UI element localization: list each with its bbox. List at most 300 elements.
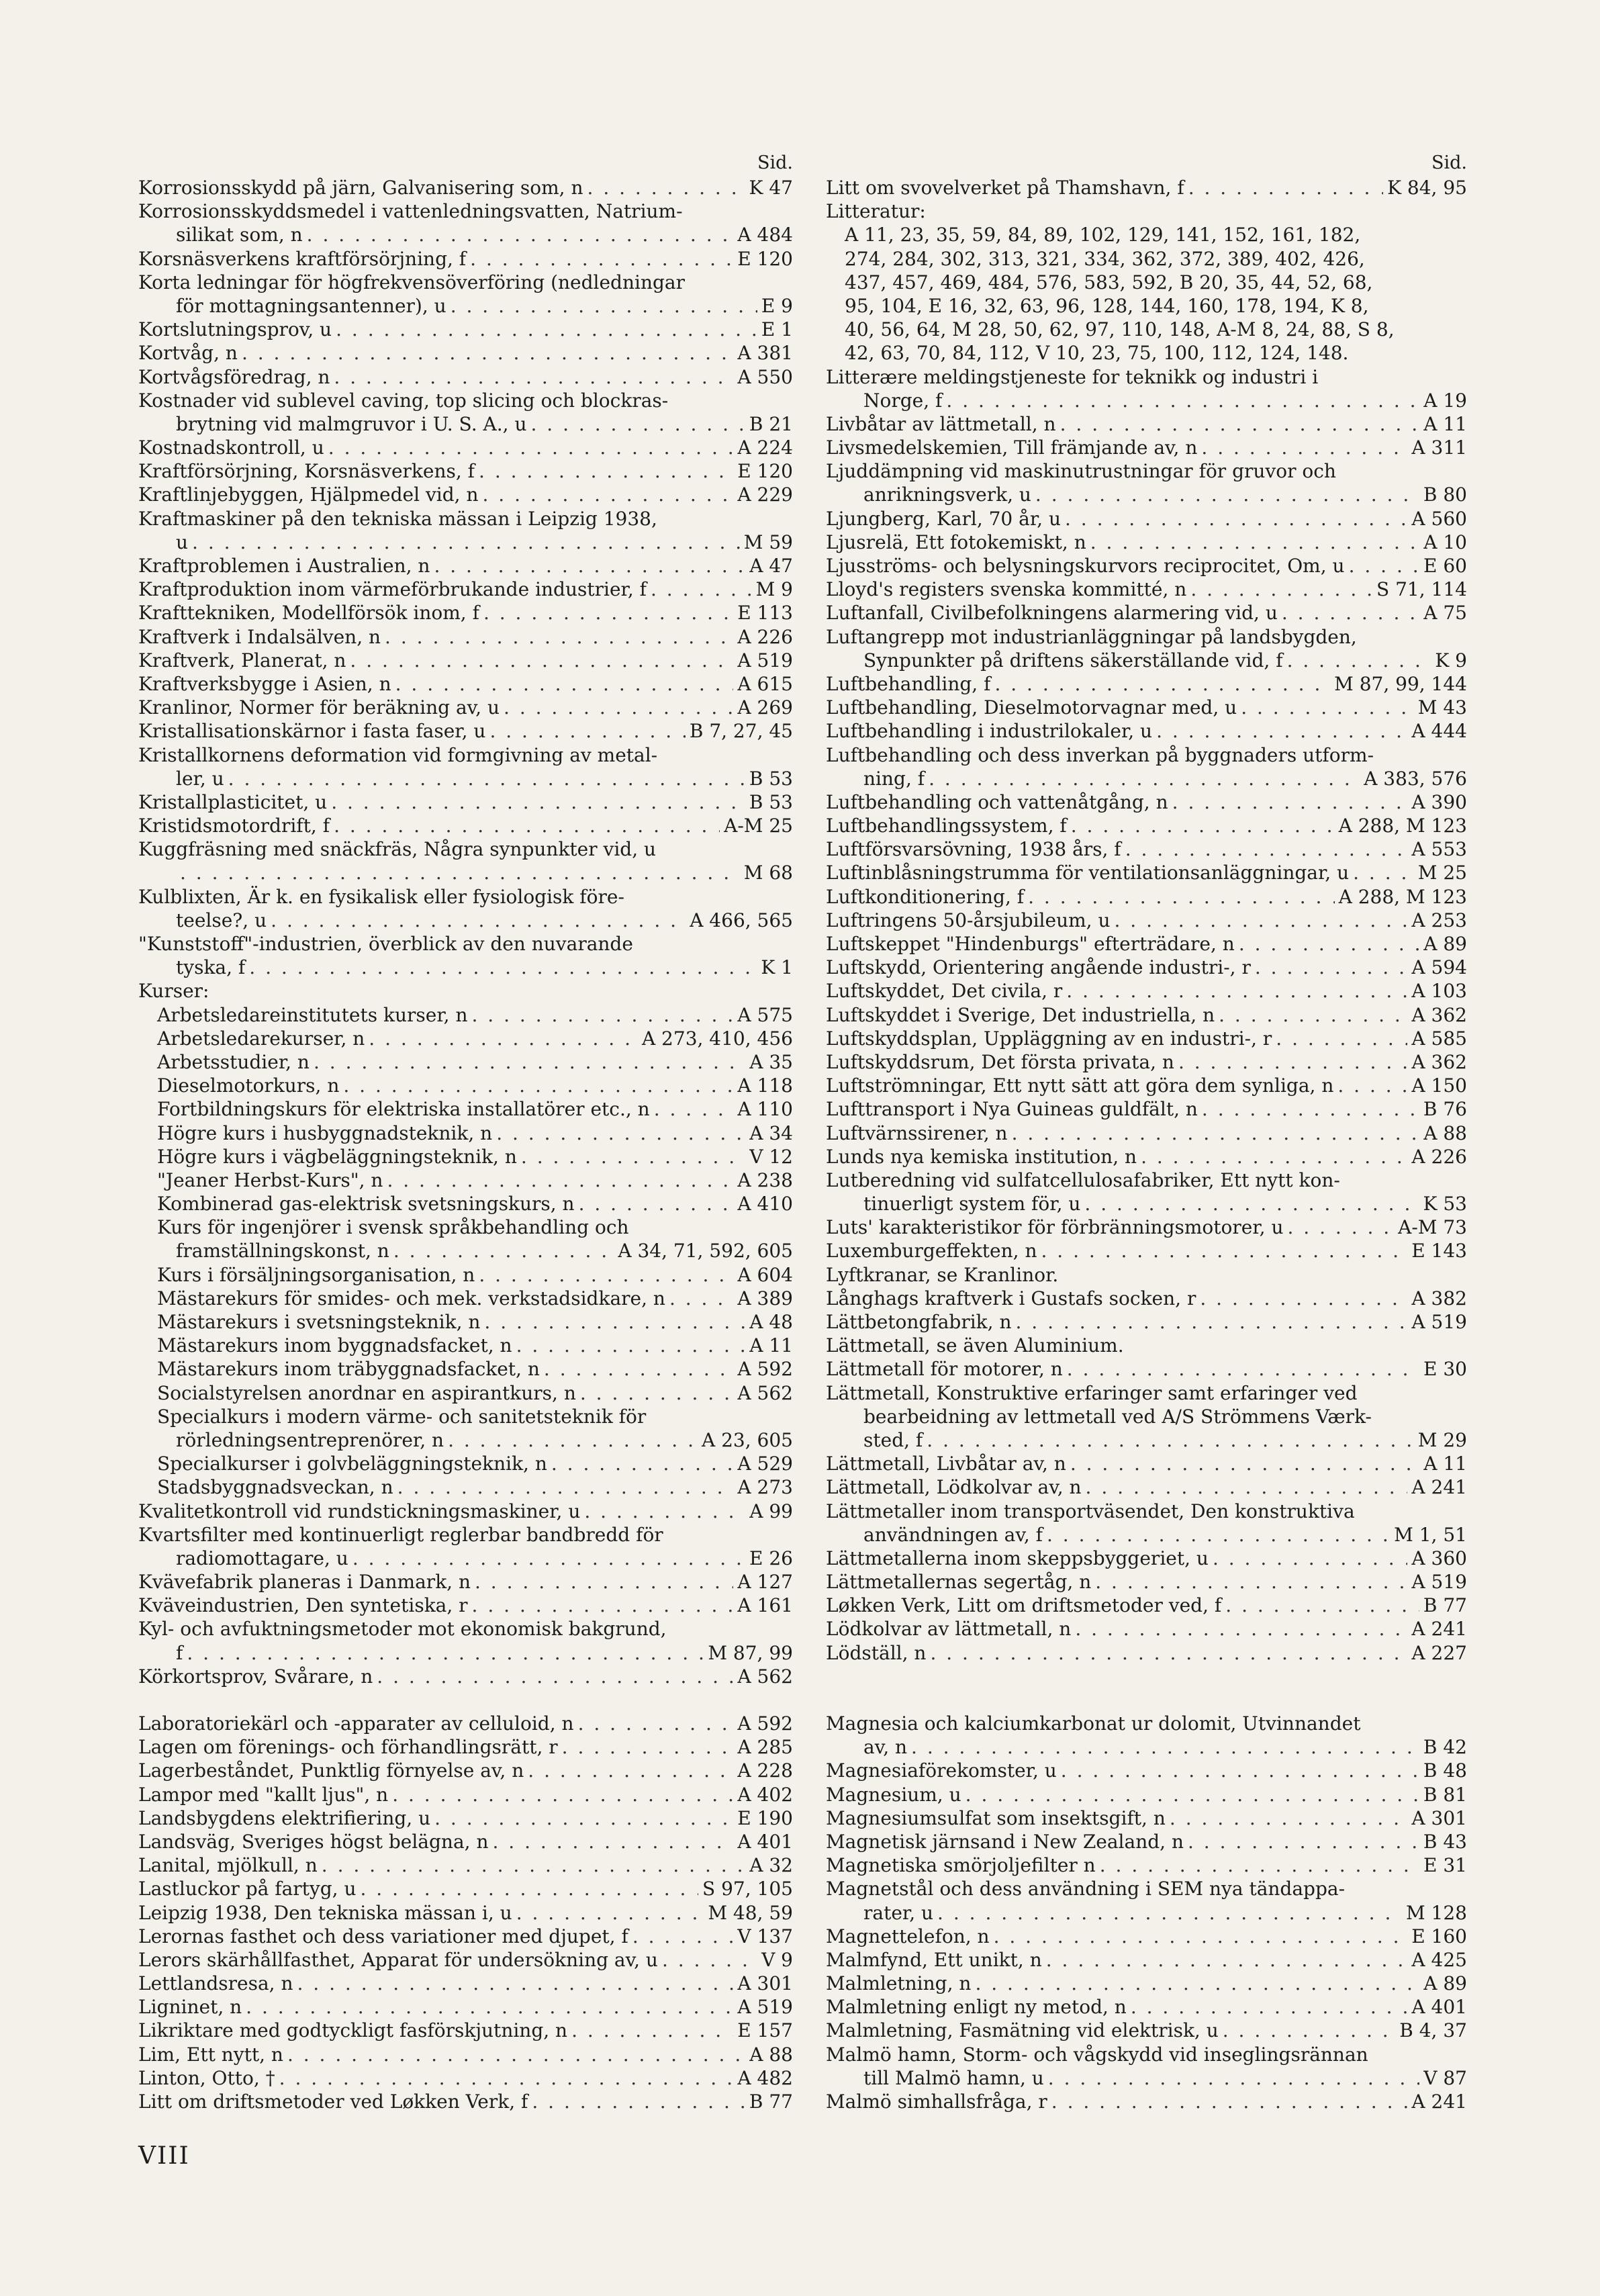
index-entry xyxy=(138,483,793,506)
index-entry xyxy=(138,1050,793,1074)
entry-text: Kväveindustrien, Den syntetiska, r xyxy=(138,1594,468,1617)
entry-text: Specialkurs i modern värme- och sanitetsteknik för xyxy=(157,1405,647,1428)
index-entry xyxy=(138,1357,793,1381)
index-entry xyxy=(826,1121,1467,1145)
page-reference: S 97, 105 xyxy=(702,1878,793,1900)
page-reference: A 228 xyxy=(737,1759,793,1782)
dot-leader xyxy=(180,861,740,884)
dot-leader xyxy=(334,814,720,837)
index-entry xyxy=(138,318,793,341)
entry-text: Krafttekniken, Modellförsök inom, f xyxy=(138,602,479,625)
entry-text: Högre kurs i vägbeläggningsteknik, n xyxy=(157,1145,517,1168)
entry-text: Lanital, mjölkull, n xyxy=(138,1854,318,1877)
dot-leader xyxy=(1282,601,1419,625)
index-entry xyxy=(138,1972,793,1995)
page-reference: E 31 xyxy=(1423,1854,1467,1877)
entry-text: brytning vid malmgruvor i U. S. A., u xyxy=(176,412,527,435)
page-reference: A 224 xyxy=(737,437,793,459)
entry-text: Lagen om förenings- och förhandlingsrätt, r xyxy=(138,1736,558,1759)
entry-text: Litt om driftsmetoder ved Løkken Verk, f xyxy=(138,2091,528,2113)
page-reference: E 113 xyxy=(737,602,793,625)
page-reference: B 77 xyxy=(749,2091,793,2113)
dot-leader xyxy=(1201,436,1407,459)
index-entry xyxy=(138,932,793,956)
page-reference: A 482 xyxy=(737,2066,793,2089)
page-reference: A 615 xyxy=(737,672,793,695)
page-reference: A 311 xyxy=(1411,437,1467,459)
dot-leader xyxy=(471,1003,733,1027)
entry-text: Lutberedning vid sulfatcellulosafabriker, Ett nytt kon- xyxy=(826,1168,1340,1191)
page-reference: A 226 xyxy=(737,625,793,648)
entry-text: Luftförsvarsövning, 1938 års, f xyxy=(826,838,1121,861)
dot-leader xyxy=(994,1925,1408,1948)
page-reference: A 360 xyxy=(1411,1547,1467,1569)
entry-text: Luftbehandling, Dieselmotorvagnar med, u xyxy=(826,696,1237,719)
entry-text: Magnesiaförekomster, u xyxy=(826,1759,1057,1782)
index-entry xyxy=(138,1215,793,1239)
index-entry xyxy=(826,743,1467,767)
index-entry xyxy=(826,1074,1467,1097)
page-reference: A 592 xyxy=(737,1358,793,1381)
index-entry xyxy=(826,909,1467,932)
dot-leader xyxy=(1065,507,1407,531)
entry-text: Kraftproblemen i Australien, n xyxy=(138,555,430,577)
dot-leader xyxy=(1353,861,1414,884)
entry-text: Arbetsledareinstitutets kurser, n xyxy=(157,1003,468,1026)
entry-text: Magnesiumsulfat som insektsgift, n xyxy=(826,1806,1166,1829)
page-reference: A 229 xyxy=(737,484,793,506)
index-entry xyxy=(138,719,793,743)
page-reference: A 594 xyxy=(1411,956,1467,979)
entry-text: 274, 284, 302, 313, 321, 334, 362, 372, 389, 402, 426, xyxy=(845,247,1365,270)
page-reference: A 273 xyxy=(737,1476,793,1499)
page-reference: B 81 xyxy=(1423,1783,1467,1806)
page-reference: A 285 xyxy=(737,1736,793,1759)
index-entry xyxy=(138,814,793,837)
index-entry xyxy=(826,1547,1467,1570)
index-entry xyxy=(826,1215,1467,1239)
entry-text: rater, u xyxy=(863,1901,934,1924)
entry-text: Lättmetall, Konstruktive erfaringer samt erfaringer ved xyxy=(826,1381,1358,1404)
dot-leader xyxy=(578,1712,734,1735)
index-entry xyxy=(826,601,1467,625)
dot-leader xyxy=(1051,2090,1408,2113)
index-entry xyxy=(138,625,793,649)
entry-text: Lloyd's registers svenska kommitté, n xyxy=(826,578,1187,601)
entry-text: Magnesia och kalciumkarbonat ur dolomit, Utvinnandet xyxy=(826,1712,1361,1735)
page-reference: A 11 xyxy=(1423,412,1467,435)
dot-leader xyxy=(1084,1192,1419,1215)
entry-text: Luts' karakteristikor för förbränningsmotorer, u xyxy=(826,1216,1284,1239)
index-entry xyxy=(138,223,793,246)
entry-text: ning, f xyxy=(863,767,925,790)
entry-text: Specialkurser i golvbeläggningsteknik, n xyxy=(157,1453,547,1475)
dot-leader xyxy=(1287,649,1431,672)
dot-leader xyxy=(1172,790,1408,814)
index-entry xyxy=(138,436,793,459)
page-reference: A 562 xyxy=(737,1665,793,1688)
page-reference: K 47 xyxy=(749,177,793,199)
index-entry xyxy=(826,790,1467,814)
page-reference: B 7, 27, 45 xyxy=(689,720,793,743)
entry-text: Lastluckor på fartyg, u xyxy=(138,1878,357,1900)
entry-text: Kraftförsörjning, Korsnäsverkens, f xyxy=(138,460,475,483)
entry-text: Lättmetall, Lödkolvar av, n xyxy=(826,1476,1082,1499)
page-reference: B 77 xyxy=(1423,1594,1467,1617)
index-entry xyxy=(138,1853,793,1877)
dot-leader xyxy=(946,389,1419,412)
dot-leader xyxy=(249,956,757,979)
dot-leader xyxy=(1156,719,1407,743)
dot-leader xyxy=(1035,483,1419,506)
index-entry xyxy=(138,767,793,790)
page-reference: B 21 xyxy=(749,412,793,435)
page-reference: M 9 xyxy=(755,578,793,601)
entry-text: Kvartsfilter med kontinuerligt reglerbar bandbredd för xyxy=(138,1523,663,1546)
page-reference: A 381 xyxy=(737,342,793,365)
index-entry xyxy=(138,1239,793,1262)
entry-text: Kraftverk, Planerat, n xyxy=(138,649,346,672)
index-entry xyxy=(138,341,793,365)
entry-text: Ligninet, n xyxy=(138,1996,242,2019)
dot-leader xyxy=(343,1074,733,1097)
page-reference: A 390 xyxy=(1411,790,1467,813)
entry-text: Högre kurs i husbyggnadsteknik, n xyxy=(157,1121,493,1144)
entry-text: teelse?, u xyxy=(176,909,267,931)
dot-leader xyxy=(1188,176,1383,199)
dot-leader xyxy=(479,1263,733,1287)
page-reference: A 89 xyxy=(1423,1972,1467,1995)
page-reference: V 12 xyxy=(749,1145,793,1168)
index-entry xyxy=(826,2019,1467,2042)
dot-leader xyxy=(1095,1570,1407,1594)
index-entry xyxy=(138,1074,793,1097)
index-entry xyxy=(138,2019,793,2042)
index-entry xyxy=(138,1097,793,1121)
entry-text: Lättbetongfabrik, n xyxy=(826,1311,1012,1333)
index-entry xyxy=(826,979,1467,1003)
index-entry xyxy=(826,1192,1467,1215)
index-entry xyxy=(138,365,793,389)
dot-leader xyxy=(662,1948,757,1972)
page-reference: A 519 xyxy=(1411,1571,1467,1594)
page-reference: A 389 xyxy=(737,1287,793,1310)
dot-leader xyxy=(314,1050,745,1074)
index-entry xyxy=(138,459,793,483)
index-entry xyxy=(138,601,793,625)
dot-leader xyxy=(994,672,1330,696)
entry-text: Litt om svovelverket på Thamshavn, f xyxy=(826,177,1184,199)
entry-text: Kristallisationskärnor i fasta faser, u xyxy=(138,720,486,743)
index-entry xyxy=(826,1500,1467,1523)
index-entry xyxy=(138,1405,793,1428)
page-reference: A 575 xyxy=(737,1003,793,1026)
index-entry xyxy=(138,1759,793,1782)
dot-leader xyxy=(1200,1287,1407,1310)
index-entry xyxy=(138,1121,793,1145)
dot-leader xyxy=(587,176,745,199)
index-entry xyxy=(138,1806,793,1830)
index-entry xyxy=(138,1428,793,1452)
page-reference: A 560 xyxy=(1411,507,1467,530)
page-reference: A 99 xyxy=(749,1500,793,1522)
entry-text: Luftbehandling och vattenåtgång, n xyxy=(826,790,1168,813)
dot-leader xyxy=(1041,1239,1408,1262)
sid-header-right: Sid. xyxy=(1431,152,1467,173)
dot-leader xyxy=(482,483,733,506)
dot-leader xyxy=(470,247,733,271)
index-entry xyxy=(138,1877,793,1900)
entry-text: Kurs i försäljningsorganisation, n xyxy=(157,1263,475,1286)
dot-leader xyxy=(1202,1097,1419,1121)
entry-text: Kortvågsföredrag, n xyxy=(138,365,330,388)
entry-text: ler, u xyxy=(176,767,224,790)
index-entry xyxy=(138,1334,793,1357)
index-entry xyxy=(826,436,1467,459)
dot-leader xyxy=(328,436,734,459)
index-entry xyxy=(826,861,1467,884)
index-entry xyxy=(826,1617,1467,1641)
index-entry xyxy=(138,2090,793,2113)
page-reference: B 76 xyxy=(1423,1098,1467,1121)
entry-text: Kristallkornens deformation vid formgivning av metal- xyxy=(138,743,658,766)
index-entry xyxy=(826,1783,1467,1806)
dot-leader xyxy=(1048,2066,1419,2090)
dot-leader xyxy=(521,1145,745,1168)
index-entry xyxy=(826,1097,1467,1121)
dot-leader xyxy=(1012,1121,1420,1145)
index-entry xyxy=(826,1027,1467,1050)
entry-text: Luftskyddet, Det civila, r xyxy=(826,980,1063,1003)
entry-text: Luftringens 50-årsjubileum, u xyxy=(826,909,1111,931)
page-reference: A 585 xyxy=(1411,1027,1467,1050)
entry-text: Luftangrepp mot industrianläggningar på landsbygden, xyxy=(826,625,1357,648)
index-entry xyxy=(826,814,1467,837)
dot-leader xyxy=(369,1027,638,1050)
index-entry xyxy=(138,1783,793,1806)
index-entry xyxy=(826,696,1467,719)
index-entry xyxy=(138,1003,793,1027)
index-entry xyxy=(826,199,1467,223)
entry-text: Luftbehandling, f xyxy=(826,672,991,695)
page-reference: M 48, 59 xyxy=(708,1901,793,1924)
index-entry xyxy=(138,1735,793,1759)
index-entry xyxy=(826,1972,1467,1995)
page-reference: A 10 xyxy=(1423,531,1467,553)
dot-leader xyxy=(651,578,752,601)
dot-leader xyxy=(927,1428,1414,1452)
page-reference: A 227 xyxy=(1411,1641,1467,1664)
page-reference: A 88 xyxy=(1423,1121,1467,1144)
left-index-l xyxy=(138,1712,793,2113)
dot-leader xyxy=(352,1547,745,1570)
index-entry xyxy=(138,389,793,412)
index-entry xyxy=(138,1523,793,1547)
dot-leader xyxy=(496,1121,745,1145)
dot-leader xyxy=(966,1783,1419,1806)
index-entry xyxy=(826,1523,1467,1547)
dot-leader xyxy=(472,1594,734,1617)
page-reference: M 59 xyxy=(743,531,793,553)
page-reference: A 604 xyxy=(737,1263,793,1286)
page-reference: A 241 xyxy=(1411,1618,1467,1641)
dot-leader xyxy=(434,1806,733,1830)
entry-text: Luftinblåsningstrumma för ventilationsanläggningar, u xyxy=(826,862,1350,884)
page-reference: M 29 xyxy=(1417,1428,1467,1451)
page-reference: M 1, 51 xyxy=(1394,1523,1467,1546)
index-entry xyxy=(826,1925,1467,1948)
index-entry xyxy=(138,979,793,1003)
dot-leader xyxy=(271,909,686,932)
index-entry xyxy=(138,1287,793,1310)
dot-leader xyxy=(584,1500,745,1523)
page-reference: E 120 xyxy=(737,460,793,483)
entry-text: Lim, Ett nytt, n xyxy=(138,2043,283,2066)
page-reference: A 110 xyxy=(737,1098,793,1121)
dot-leader xyxy=(392,1783,733,1806)
entry-text: Luftvärnssirener, n xyxy=(826,1121,1008,1144)
index-entry xyxy=(826,1239,1467,1262)
dot-leader xyxy=(451,294,757,318)
entry-text: av, n xyxy=(863,1736,908,1759)
page-reference: A 34 xyxy=(749,1121,793,1144)
index-entry xyxy=(826,1145,1467,1168)
entry-text: 95, 104, E 16, 32, 63, 96, 128, 144, 160, 178, 194, K 8, xyxy=(845,294,1369,317)
entry-text: Landsväg, Sveriges högst belägna, n xyxy=(138,1830,489,1853)
index-entry xyxy=(138,294,793,318)
entry-text: Norge, f xyxy=(863,389,943,412)
page-reference: B 43 xyxy=(1423,1830,1467,1853)
entry-text: Magnesium, u xyxy=(826,1783,961,1806)
entry-text: Kraftproduktion inom värmeförbrukande industrier, f xyxy=(138,578,647,601)
entry-text: Lödkolvar av lättmetall, n xyxy=(826,1618,1072,1641)
index-entry xyxy=(826,1830,1467,1853)
entry-text: framställningskonst, n xyxy=(176,1240,389,1262)
page-reference: A 103 xyxy=(1411,980,1467,1003)
entry-text: Kraftmaskiner på den tekniska mässan i Leipzig 1938, xyxy=(138,507,657,530)
dot-leader xyxy=(322,1853,745,1877)
index-entry xyxy=(826,1334,1467,1357)
index-entry xyxy=(826,1995,1467,2019)
dot-leader xyxy=(1046,1948,1408,1972)
entry-text: Kyl- och avfuktningsmetoder mot ekonomisk bakgrund, xyxy=(138,1618,667,1641)
page-reference: A 75 xyxy=(1423,602,1467,625)
index-entry xyxy=(826,1357,1467,1381)
index-entry xyxy=(138,1995,793,2019)
entry-text: 40, 56, 64, M 28, 50, 62, 97, 110, 148, A-M 8, 24, 88, S 8, xyxy=(845,318,1395,341)
page-reference: A 562 xyxy=(737,1381,793,1404)
index-entry xyxy=(826,1877,1467,1900)
page-reference: A 127 xyxy=(737,1571,793,1594)
page-reference: A 88 xyxy=(749,2043,793,2066)
dot-leader xyxy=(246,1995,733,2019)
entry-text: Mästarekurs inom träbyggnadsfacket, n xyxy=(157,1358,540,1381)
index-entry xyxy=(826,1405,1467,1428)
index-entry xyxy=(826,956,1467,979)
page-reference: M 87, 99 xyxy=(708,1641,793,1664)
dot-leader xyxy=(1071,814,1335,837)
dot-leader xyxy=(532,2090,745,2113)
dot-leader xyxy=(1075,1617,1407,1641)
dot-leader xyxy=(242,341,733,365)
dot-leader xyxy=(397,1475,734,1499)
index-entry xyxy=(826,1475,1467,1499)
page-reference: E 190 xyxy=(737,1806,793,1829)
entry-text: Lufttransport i Nya Guineas guldfält, n xyxy=(826,1098,1198,1121)
index-entry xyxy=(826,1853,1467,1877)
left-index-k xyxy=(138,176,793,1688)
page-reference: A 484 xyxy=(737,224,793,246)
index-entry xyxy=(826,294,1467,318)
index-entry xyxy=(826,1570,1467,1594)
dot-leader xyxy=(1223,2019,1396,2042)
dot-leader xyxy=(516,1334,746,1357)
dot-leader xyxy=(930,1641,1407,1665)
page-reference: A 288, M 123 xyxy=(1338,885,1467,908)
index-entry xyxy=(138,531,793,554)
index-entry xyxy=(826,1901,1467,1925)
index-entry xyxy=(826,1428,1467,1452)
entry-text: tinuerligt system för, u xyxy=(863,1193,1081,1215)
entry-text: Kvalitetkontroll vid rundstickningsmaskiner, u xyxy=(138,1500,581,1522)
entry-text: Luftbehandling och dess inverkan på byggnaders utform- xyxy=(826,743,1374,766)
dot-leader xyxy=(544,1357,734,1381)
index-entry xyxy=(138,1027,793,1050)
entry-text: Malmletning, Fasmätning vid elektrisk, u xyxy=(826,2019,1219,2042)
index-entry xyxy=(138,1641,793,1665)
index-entry xyxy=(138,885,793,909)
page-reference: E 30 xyxy=(1423,1358,1467,1381)
dot-leader xyxy=(350,649,733,672)
entry-text: Långhags kraftverk i Gustafs socken, r xyxy=(826,1287,1196,1310)
index-entry xyxy=(138,271,793,294)
entry-text: Luftskydd, Orientering angående industri-, r xyxy=(826,956,1251,979)
dot-leader xyxy=(632,1925,734,1948)
dot-leader xyxy=(395,672,734,696)
dot-leader xyxy=(1131,1995,1408,2019)
index-entry xyxy=(826,365,1467,389)
dot-leader xyxy=(1241,696,1414,719)
entry-text: Lödställ, n xyxy=(826,1641,927,1664)
page-reference: A 301 xyxy=(1411,1806,1467,1829)
index-entry xyxy=(138,1570,793,1594)
entry-text: tyska, f xyxy=(176,956,246,979)
index-entry xyxy=(826,459,1467,483)
page-reference: E 1 xyxy=(761,318,793,341)
dot-leader xyxy=(1047,1523,1390,1547)
dot-leader xyxy=(516,1901,704,1925)
index-entry xyxy=(138,1594,793,1617)
entry-text: Luftanfall, Civilbefolkningens alarmering vid, u xyxy=(826,602,1278,625)
dot-leader xyxy=(1219,1003,1407,1027)
index-entry xyxy=(826,1168,1467,1192)
dot-leader xyxy=(579,1192,734,1215)
index-entry xyxy=(138,1547,793,1570)
dot-leader xyxy=(1100,1853,1419,1877)
dot-leader xyxy=(929,767,1360,790)
page-reference: A 402 xyxy=(737,1783,793,1806)
page-reference: A 47 xyxy=(749,555,793,577)
entry-text: Kostnadskontroll, u xyxy=(138,437,324,459)
page-reference: E 160 xyxy=(1411,1925,1467,1947)
page-reference: A 226 xyxy=(1411,1145,1467,1168)
entry-text: Synpunkter på driftens säkerställande vid, f xyxy=(863,649,1283,672)
dot-leader xyxy=(331,790,745,814)
page-reference: A 519 xyxy=(737,649,793,672)
page-reference: A-M 25 xyxy=(724,815,793,837)
index-entry xyxy=(138,412,793,436)
right-index-m xyxy=(826,1712,1467,2113)
